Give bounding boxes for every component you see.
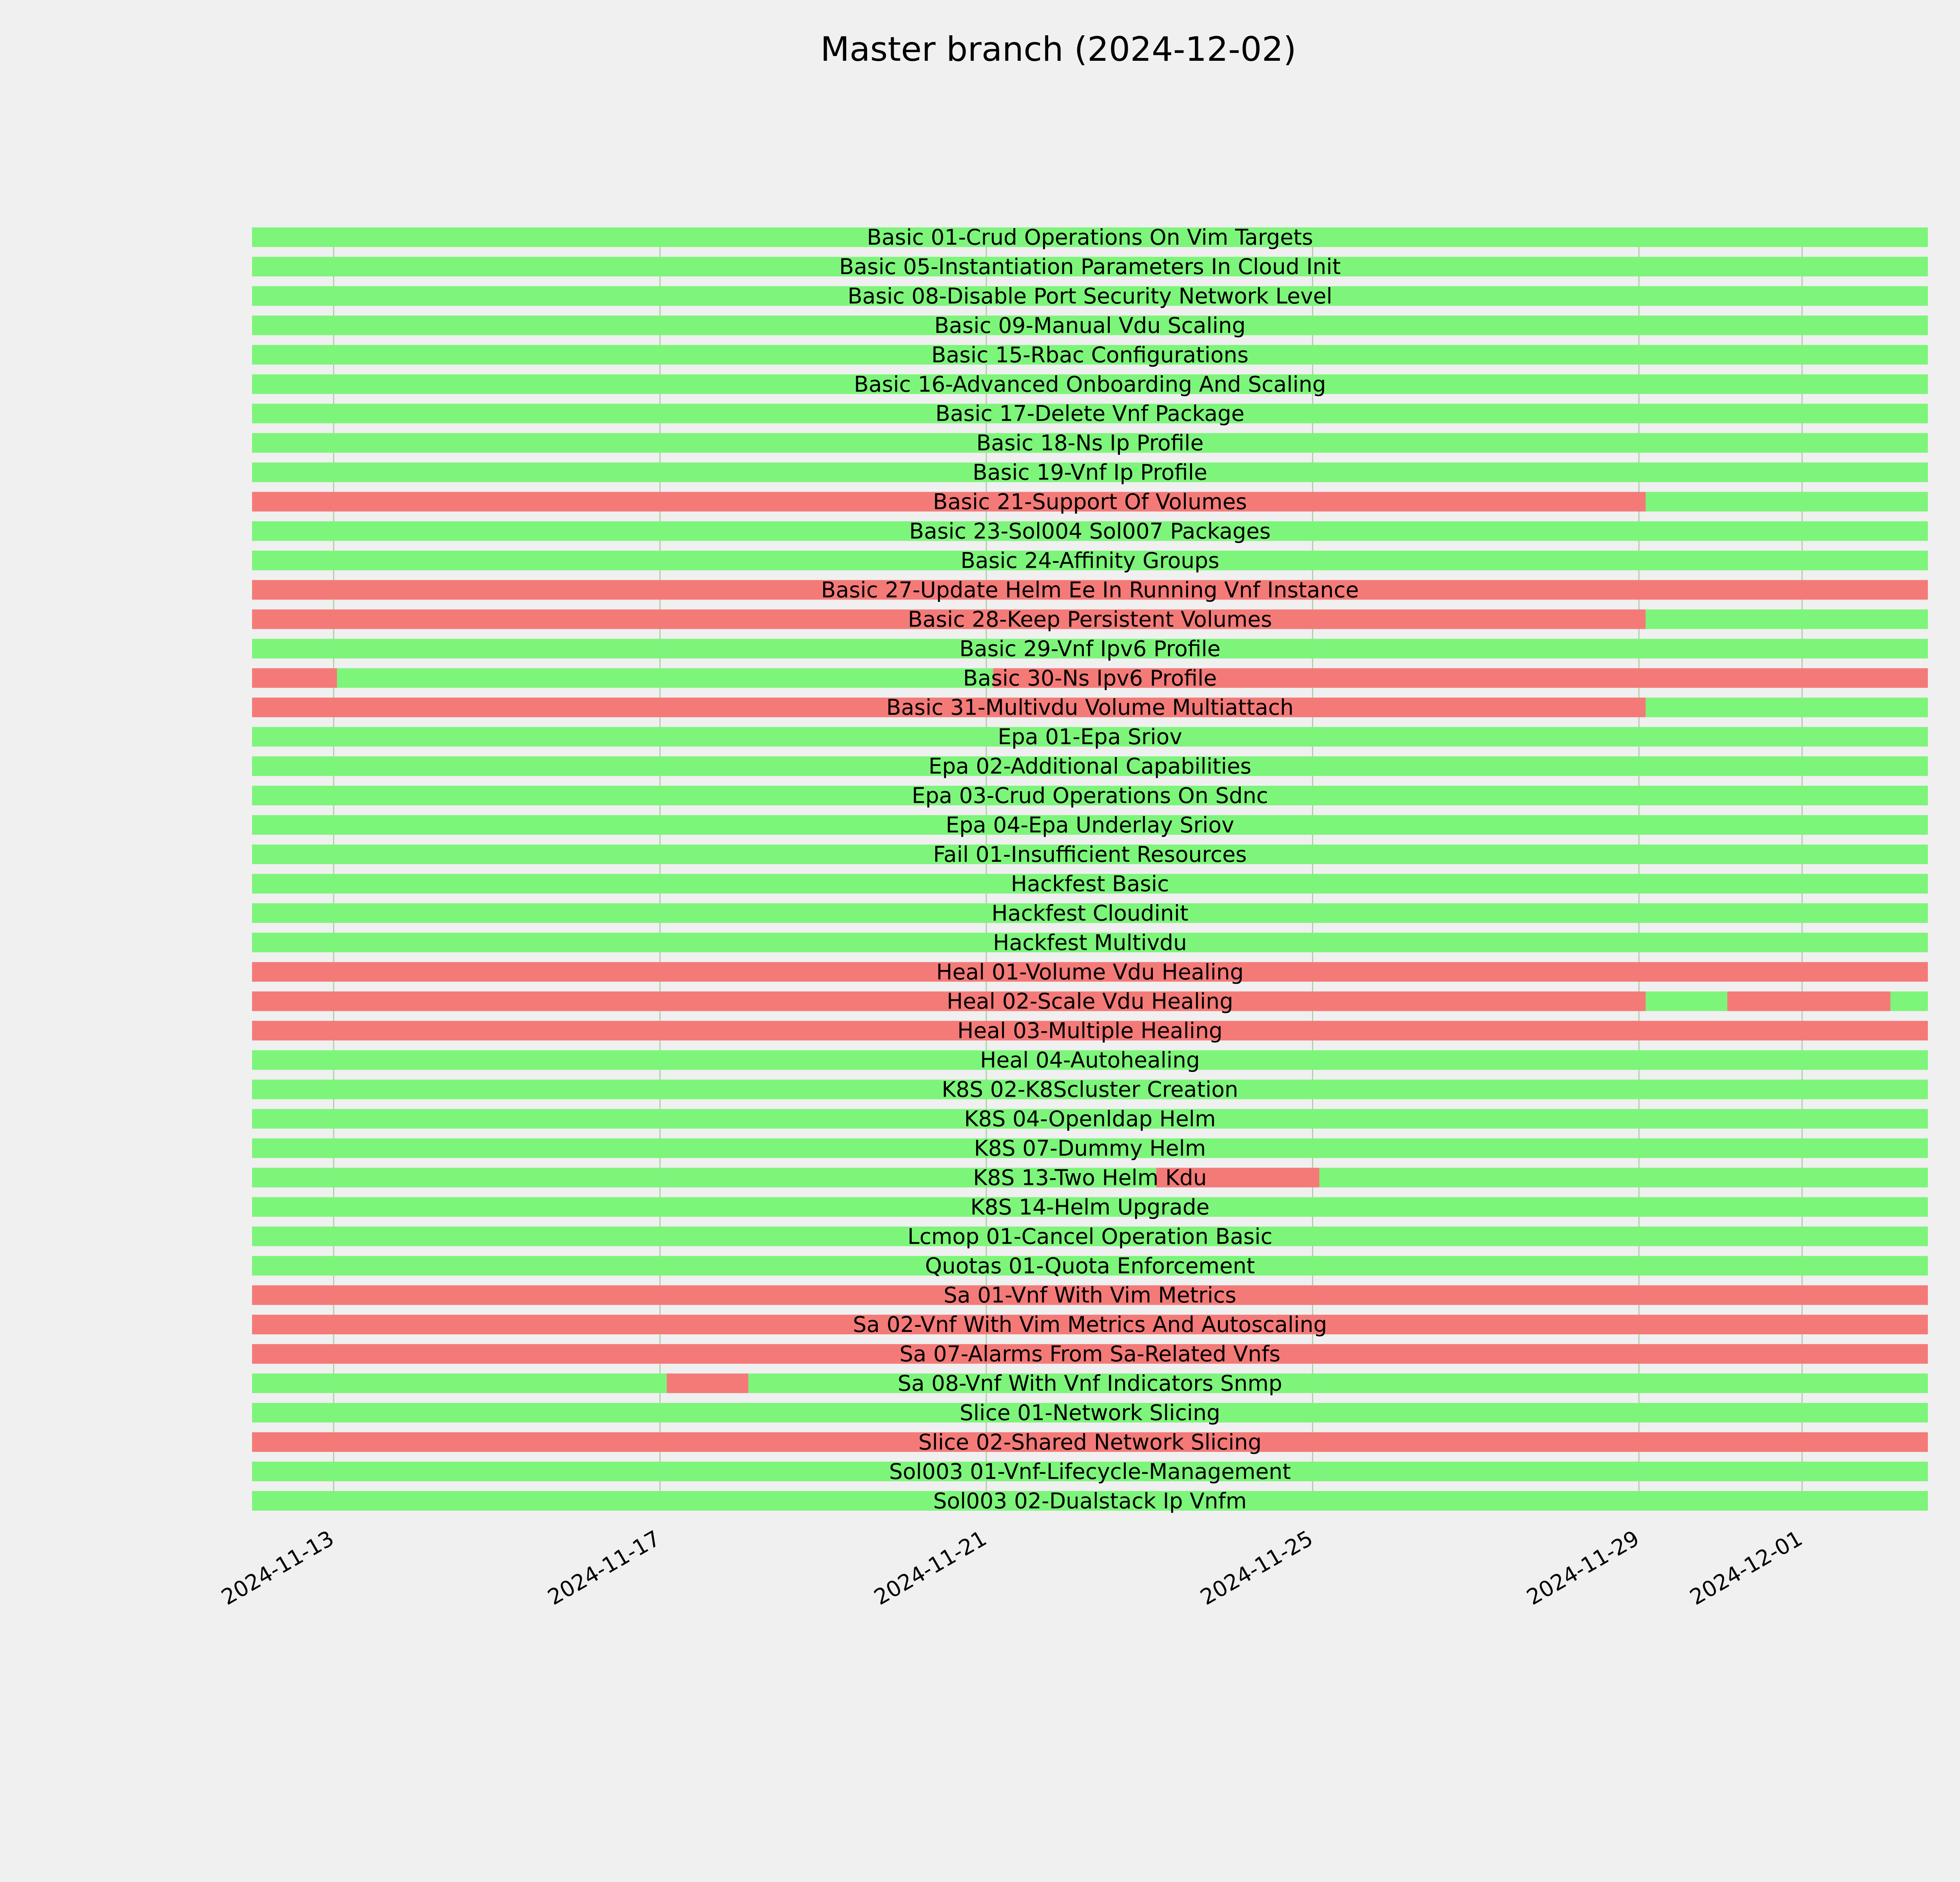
- x-tick-label: 2024-11-29: [1522, 1525, 1644, 1610]
- x-tick-label: 2024-11-17: [543, 1525, 665, 1610]
- pass-segment: [1646, 992, 1727, 1011]
- row-label: Basic 09-Manual Vdu Scaling: [934, 312, 1246, 338]
- x-tick-label: 2024-12-01: [1685, 1525, 1807, 1610]
- row-label: Basic 01-Crud Operations On Vim Targets: [867, 225, 1313, 250]
- row-label: Basic 05-Instantiation Parameters In Cloud Init: [839, 254, 1341, 279]
- row-label: Basic 31-Multivdu Volume Multiattach: [886, 695, 1294, 720]
- pass-segment: [1646, 609, 1928, 629]
- row-label: Basic 28-Keep Persistent Volumes: [907, 607, 1272, 632]
- fail-segment: [252, 668, 337, 688]
- row-label: Heal 04-Autohealing: [980, 1047, 1200, 1073]
- row-label: Basic 24-Affinity Groups: [960, 548, 1220, 573]
- row-label: Lcmop 01-Cancel Operation Basic: [907, 1224, 1272, 1249]
- row-label: Slice 02-Shared Network Slicing: [918, 1429, 1262, 1455]
- x-tick-label: 2024-11-13: [217, 1525, 338, 1610]
- row-label: Hackfest Basic: [1011, 871, 1169, 896]
- row-label: Epa 03-Crud Operations On Sdnc: [911, 783, 1269, 808]
- row-label: Heal 02-Scale Vdu Healing: [946, 988, 1234, 1014]
- row-label: Heal 01-Volume Vdu Healing: [936, 959, 1244, 985]
- row-label: Epa 02-Additional Capabilities: [928, 754, 1252, 779]
- row-label: K8S 13-Two Helm Kdu: [973, 1165, 1207, 1190]
- pass-segment: [1319, 1168, 1928, 1187]
- row-label: Hackfest Multivdu: [993, 930, 1187, 955]
- row-label: Sa 01-Vnf With Vim Metrics: [944, 1283, 1236, 1308]
- row-label: Basic 30-Ns Ipv6 Profile: [963, 665, 1217, 691]
- row-label: Heal 03-Multiple Healing: [957, 1018, 1223, 1043]
- row-label: Hackfest Cloudinit: [991, 900, 1189, 926]
- row-label: Basic 23-Sol004 Sol007 Packages: [909, 518, 1271, 544]
- fail-segment: [1727, 992, 1890, 1011]
- row-label: K8S 04-Openldap Helm: [964, 1106, 1216, 1132]
- row-label: Basic 18-Ns Ip Profile: [976, 430, 1204, 456]
- chart-title: Master branch (2024-12-02): [820, 30, 1297, 69]
- row-label: Sa 02-Vnf With Vim Metrics And Autoscaling: [853, 1312, 1327, 1337]
- row-label: Basic 08-Disable Port Security Network Level: [848, 283, 1332, 309]
- pass-segment: [337, 668, 993, 688]
- row-label: Epa 04-Epa Underlay Sriov: [946, 812, 1234, 837]
- row-label: Fail 01-Insufficient Resources: [933, 841, 1247, 867]
- row-label: Epa 01-Epa Sriov: [998, 724, 1182, 750]
- row-label: Basic 19-Vnf Ip Profile: [973, 460, 1207, 485]
- row-label: Basic 16-Advanced Onboarding And Scaling: [854, 371, 1326, 397]
- row-label: Basic 17-Delete Vnf Package: [935, 401, 1245, 426]
- x-tick-label: 2024-11-25: [1196, 1525, 1317, 1610]
- row-label: Sol003 01-Vnf-Lifecycle-Management: [889, 1459, 1291, 1484]
- pass-segment: [252, 1373, 667, 1393]
- row-label: K8S 07-Dummy Helm: [974, 1135, 1206, 1161]
- row-label: Sa 07-Alarms From Sa-Related Vnfs: [899, 1341, 1281, 1367]
- row-label: K8S 02-K8Scluster Creation: [942, 1077, 1238, 1102]
- row-label: Slice 01-Network Slicing: [960, 1400, 1220, 1425]
- pass-segment: [1646, 698, 1928, 717]
- pass-segment: [1646, 492, 1928, 512]
- x-tick-label: 2024-11-21: [869, 1525, 991, 1610]
- row-label: Sol003 02-Dualstack Ip Vnfm: [933, 1488, 1247, 1513]
- row-label: Quotas 01-Quota Enforcement: [925, 1253, 1255, 1279]
- row-label: Basic 21-Support Of Volumes: [933, 489, 1247, 514]
- fail-segment: [667, 1373, 748, 1393]
- row-label: Basic 29-Vnf Ipv6 Profile: [959, 636, 1221, 661]
- row-label: Basic 15-Rbac Configurations: [931, 342, 1249, 367]
- pass-segment: [1891, 992, 1928, 1011]
- x-axis-ticks: [217, 1526, 1807, 1610]
- row-label: Basic 27-Update Helm Ee In Running Vnf Instance: [821, 577, 1359, 603]
- row-label: K8S 14-Helm Upgrade: [970, 1194, 1210, 1220]
- row-label: Sa 08-Vnf With Vnf Indicators Snmp: [897, 1371, 1283, 1396]
